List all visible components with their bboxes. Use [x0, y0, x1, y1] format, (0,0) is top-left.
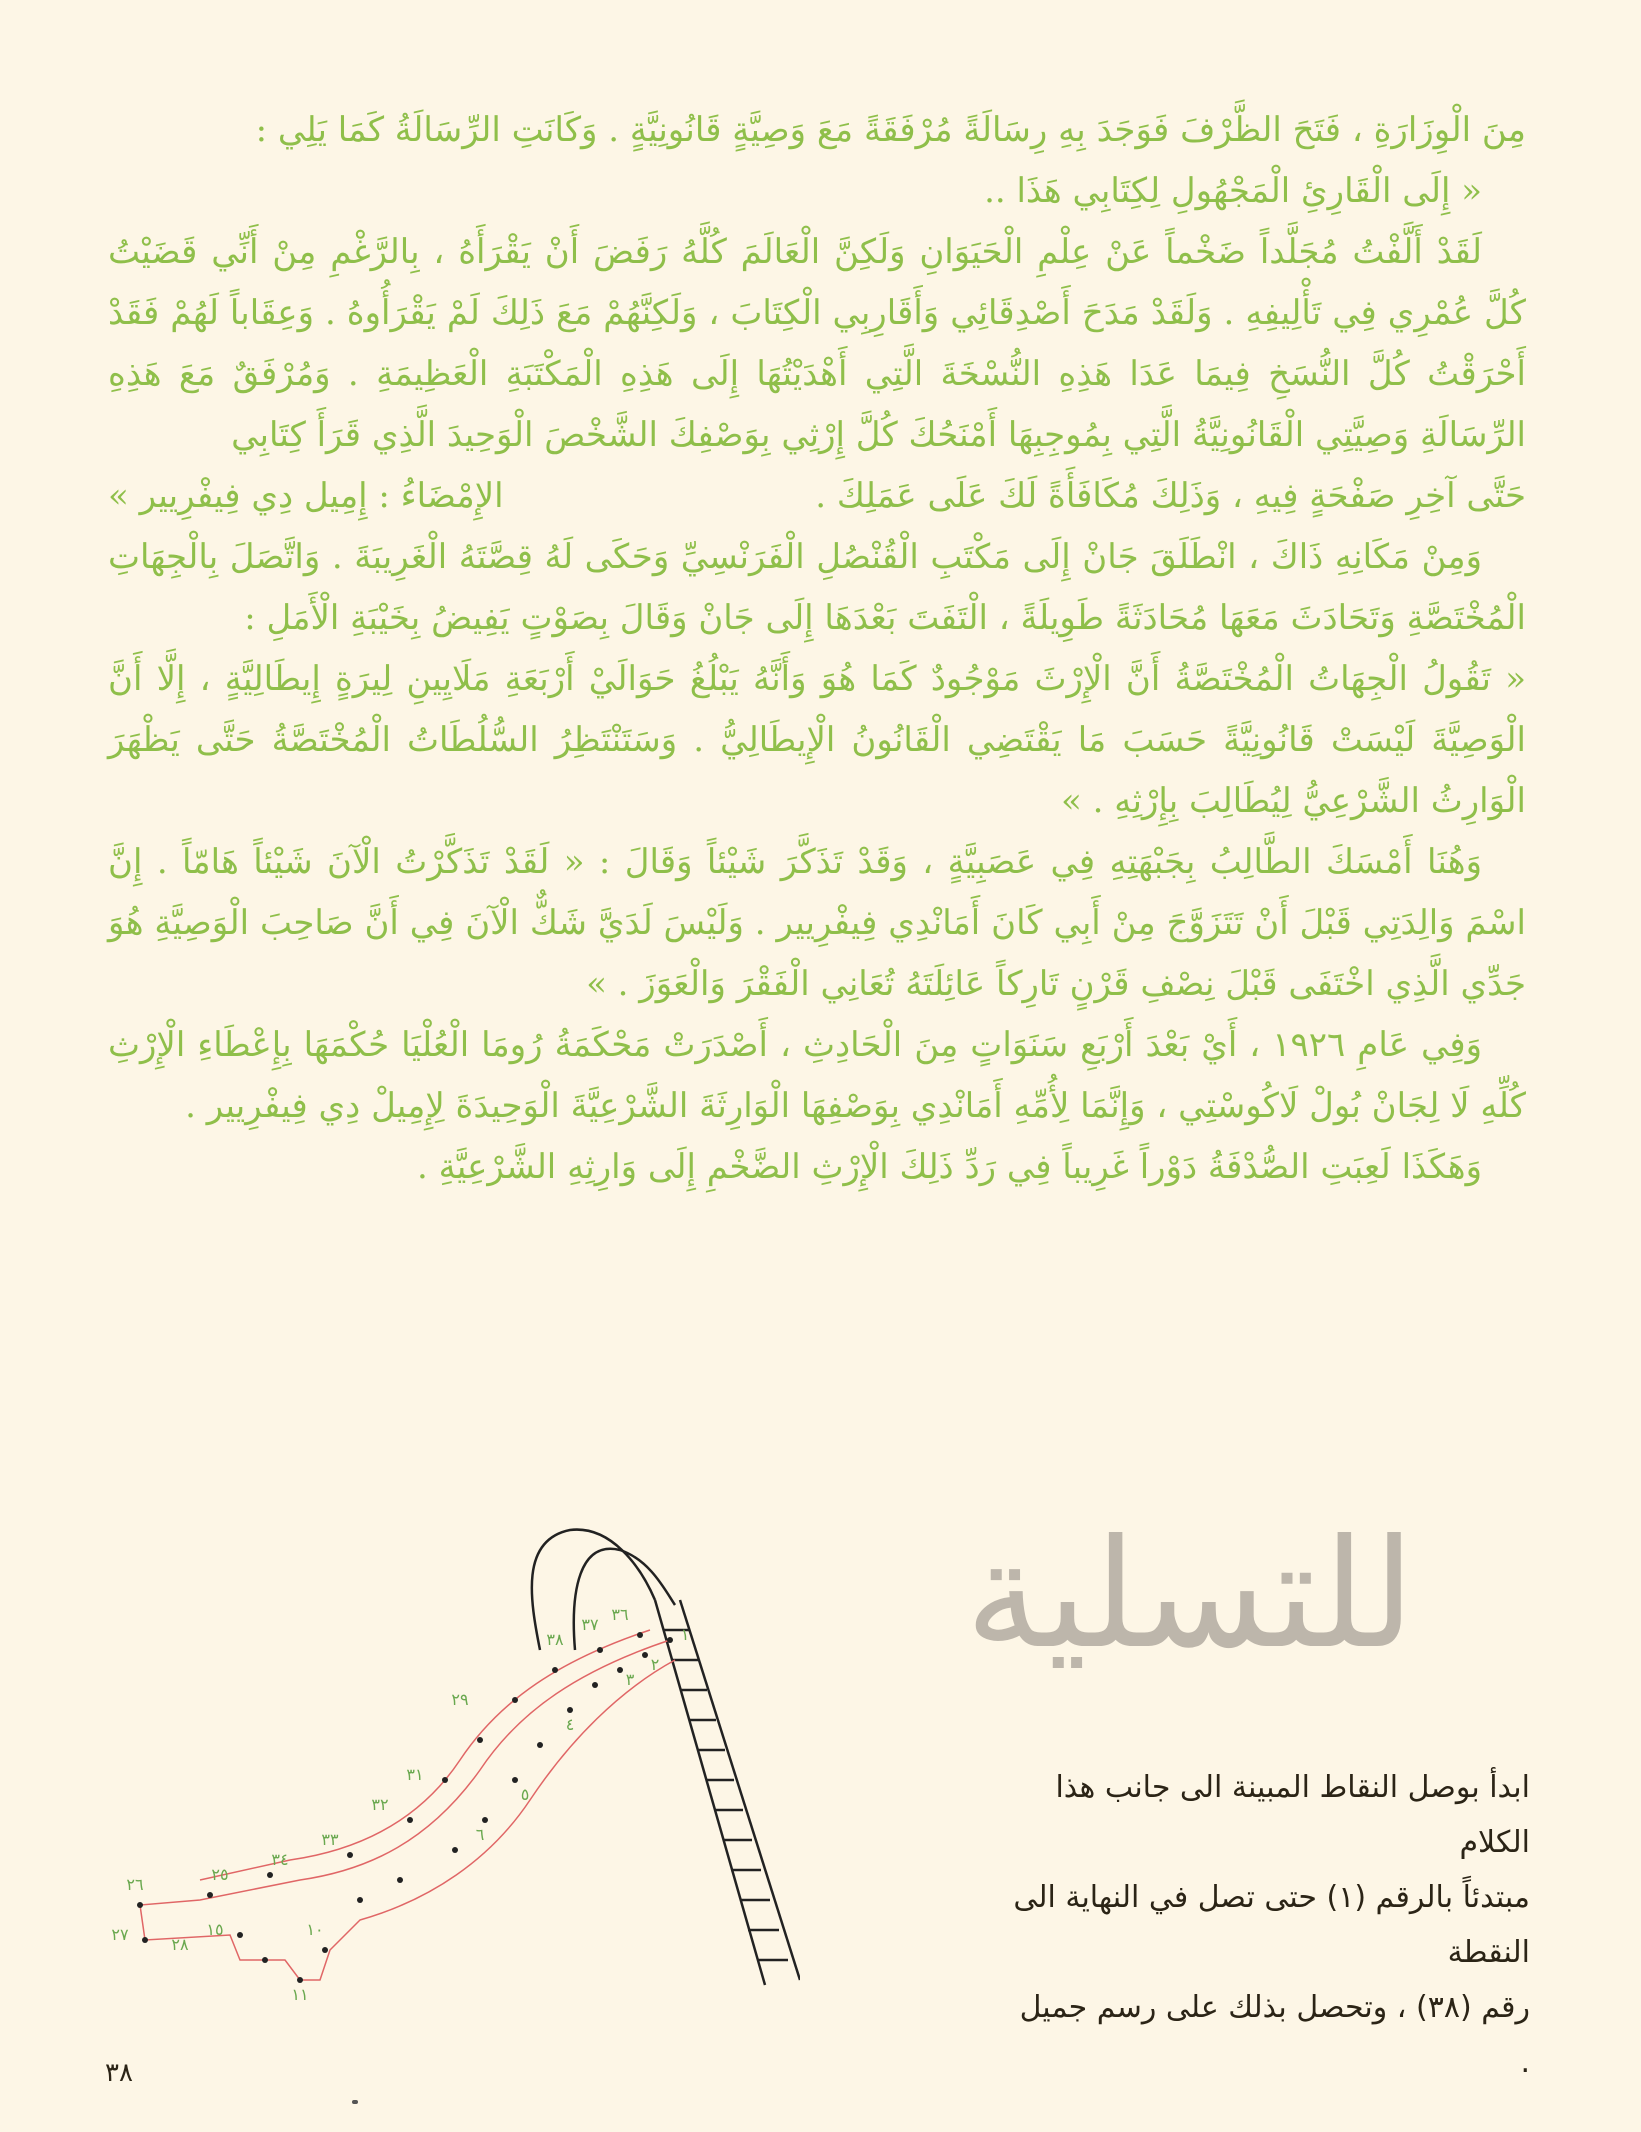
dot-number-10: ١٠ — [306, 1920, 324, 1939]
dot-number-26: ٢٦ — [126, 1875, 144, 1894]
page-number: ٣٨ — [105, 2058, 133, 2088]
dot-number-6: ٦ — [475, 1825, 485, 1844]
story-line-1: مِنَ الْوِزَارَةِ ، فَتَحَ الظَّرْفَ فَوَجَدَ بِهِ رِسَالَةً مُرْفَقَةً مَعَ وَصِيَّةٍ قَانُونِيَّةٍ . وَكَانَتِ الرِّسَالَةُ كَمَا يَلِي : — [255, 110, 1526, 150]
puzzle-numbers — [111, 1605, 689, 2004]
story-paragraph-2: وَمِنْ مَكَانِهِ ذَاكَ ، انْطَلَقَ جَانْ إِلَى مَكْتَبِ الْقُنْصُلِ الْفَرَنْسِيِّ وَحَكَى لَهُ قِصَّتَهُ الْغَرِيبَةَ . وَاتَّصَلَ بِالْجِهَاتِ الْمُخْتَصَّةِ وَتَحَادَثَ مَعَهَا مُحَادَثَةً طَوِيلَةً ، الْتَفَتَ بَعْدَهَا إِلَى جَانْ وَقَالَ بِصَوْتٍ يَفِيضُ بِخَيْبَةِ الْأَمَلِ : — [108, 537, 1526, 638]
dot-number-31: ٣١ — [406, 1765, 424, 1784]
instructions-line-1: ابدأ بوصل النقاط المبينة الى جانب هذا الكلام — [1055, 1770, 1530, 1860]
story-paragraph-6: وَهَكَذَا لَعِبَتِ الصُّدْفَةُ دَوْراً غَرِيباً فِي رَدِّ ذَلِكَ الْإِرْثِ الضَّخْمِ إِلَى وَارِثِهِ الشَّرْعِيَّةِ . — [416, 1147, 1482, 1187]
dot-number-2: ٢ — [650, 1655, 660, 1674]
dot-to-dot-puzzle — [100, 1480, 800, 2020]
instructions-line-3: رقم (٣٨) ، وتحصل بذلك على رسم جميل . — [1019, 1990, 1530, 2080]
dot-number-5: ٥ — [520, 1785, 530, 1804]
instructions-line-2: مبتدئاً بالرقم (١) حتى تصل في النهاية الى النقطة — [1013, 1880, 1530, 1970]
letter-greeting: « إِلَى الْقَارِئِ الْمَجْهُولِ لِكِتَابِي هَذَا .. — [984, 171, 1482, 211]
ladder — [655, 1600, 800, 1985]
dot-number-28: ٢٨ — [171, 1935, 189, 1954]
dot-number-27: ٢٧ — [111, 1925, 129, 1944]
dot-number-25: ٢٥ — [211, 1865, 229, 1884]
story-text — [108, 100, 1526, 1198]
dot-number-1: ١ — [680, 1625, 690, 1644]
story-paragraph-5: وَفِي عَامِ ١٩٢٦ ، أَيْ بَعْدَ أَرْبَعِ سَنَوَاتٍ مِنَ الْحَادِثِ ، أَصْدَرَتْ مَحْكَمَةُ رُومَا الْعُلْيَا حُكْمَهَا بِإِعْطَاءِ الْإِرْثِ كُلِّهِ لَا لِجَانْ بُولْ لَاكُوسْتِي ، وَإِنَّمَا لِأُمِّهِ أَمَانْدِي بِوَصْفِهَا الْوَارِثَةَ الشَّرْعِيَّةَ الْوَحِيدَةَ لِإِمِيلْ دِي فِيفْرِيير . — [108, 1025, 1526, 1126]
dot-number-34: ٣٤ — [271, 1850, 289, 1869]
dot-number-33: ٣٣ — [321, 1830, 339, 1849]
letter-closing-text: حَتَّى آخِرِ صَفْحَةٍ فِيهِ ، وَذَلِكَ مُكَافَأَةً لَكَ عَلَى عَمَلِكَ . — [815, 476, 1526, 516]
dot-number-3: ٣ — [625, 1670, 635, 1689]
dot-number-11: ١١ — [291, 1985, 309, 2004]
letter-signature: الإِمْضَاءُ : إِمِيل دِي فِيفْرِيير » — [108, 476, 504, 516]
story-paragraph-4: وَهُنَا أَمْسَكَ الطَّالِبُ بِجَبْهَتِهِ فِي عَصَبِيَّةٍ ، وَقَدْ تَذَكَّرَ شَيْئاً وَقَالَ : « لَقَدْ تَذَكَّرْتُ الْآنَ شَيْئاً هَامّاً . إِنَّ اسْمَ وَالِدَتِي قَبْلَ أَنْ تَتَزَوَّجَ مِنْ أَبِي كَانَ أَمَانْدِي فِيفْرِيير . وَلَيْسَ لَدَيَّ شَكٌّ الْآنَ فِي أَنَّ صَاحِبَ الْوَصِيَّةِ هُوَ جَدِّي الَّذِي اخْتَفَى قَبْلَ نِصْفِ قَرْنٍ تَارِكاً عَائِلَتَهُ تُعَانِي الْفَقْرَ وَالْعَوَزَ . » — [108, 842, 1526, 1004]
entertainment-title: للتسلية — [965, 1508, 1415, 1682]
dot-number-37: ٣٧ — [581, 1615, 599, 1634]
letter-closing — [108, 466, 1526, 527]
story-paragraph-3: « تَقُولُ الْجِهَاتُ الْمُخْتَصَّةُ أَنَّ الْإِرْثَ مَوْجُودٌ كَمَا هُوَ وَأَنَّهُ يَبْلُغُ حَوَالَيْ أَرْبَعَةِ مَلَايِينِ لِيرَةٍ إِيطَالِيَّةٍ ، إِلَّا أَنَّ الْوَصِيَّةَ لَيْسَتْ قَانُونِيَّةً حَسَبَ مَا يَقْتَضِي الْقَانُونُ الْإِيطَالِيُّ . وَسَتَنْتَظِرُ السُّلُطَاتُ الْمُخْتَصَّةُ حَتَّى يَظْهَرَ الْوَارِثُ الشَّرْعِيُّ لِيُطَالِبَ بِإِرْثِهِ . » — [108, 659, 1526, 821]
dot-number-15: ١٥ — [206, 1920, 224, 1939]
dot-number-32: ٣٢ — [371, 1795, 389, 1814]
dot-number-36: ٣٦ — [611, 1605, 629, 1624]
puzzle-instructions — [1010, 1760, 1530, 2090]
dot-number-38: ٣٨ — [546, 1630, 564, 1649]
dot-number-29: ٢٩ — [451, 1690, 469, 1709]
print-speck — [352, 2100, 358, 2104]
letter-paragraph: لَقَدْ أَلَّفْتُ مُجَلَّداً ضَخْماً عَنْ عِلْمِ الْحَيَوَانِ وَلَكِنَّ الْعَالَمَ كُلَّهُ رَفَضَ أَنْ يَقْرَأَهُ ، بِالرَّغْمِ مِنْ أَنِّي قَضَيْتُ كُلَّ عُمْرِي فِي تَأْلِيفِهِ . وَلَقَدْ مَدَحَ أَصْدِقَائِي وَأَقَارِبِي الْكِتَابَ ، وَلَكِنَّهُمْ مَعَ ذَلِكَ لَمْ يَقْرَأُوهُ . وَعِقَاباً لَهُمْ فَقَدْ أَحْرَقْتُ كُلَّ النُّسَخِ فِيمَا عَدَا هَذِهِ النُّسْخَةَ الَّتِي أَهْدَيْتُهَا إِلَى هَذِهِ الْمَكْتَبَةِ الْعَظِيمَةِ . وَمُرْفَقٌ مَعَ هَذِهِ الرِّسَالَةِ وَصِيَّتِي الْقَانُونِيَّةُ الَّتِي بِمُوجِبِهَا أَمْنَحُكَ كُلَّ إِرْثِي بِوَصْفِكَ الشَّخْصَ الْوَحِيدَ الَّذِي قَرَأَ كِتَابِي — [108, 232, 1526, 455]
dot-number-4: ٤ — [565, 1715, 575, 1734]
